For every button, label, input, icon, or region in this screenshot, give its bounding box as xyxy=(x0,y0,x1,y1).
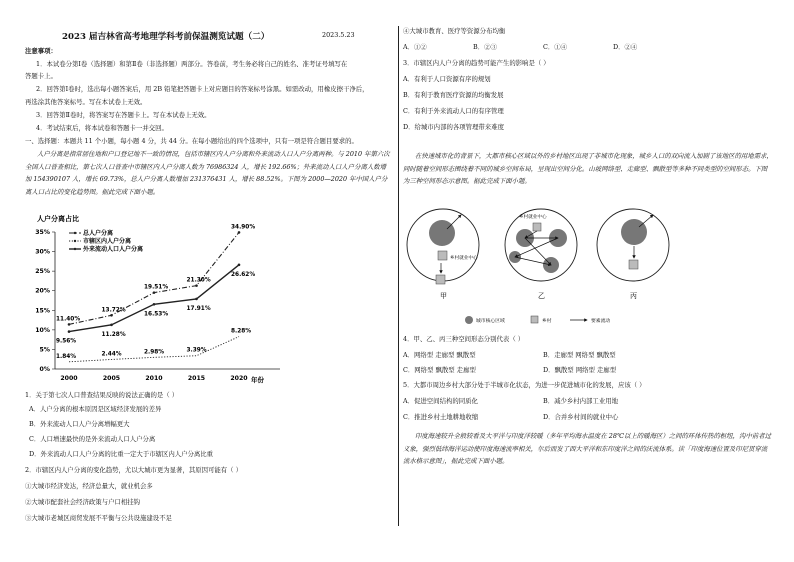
y-tick-label: 0% xyxy=(39,366,50,373)
x-tick-label: 2000 xyxy=(60,375,78,382)
data-point xyxy=(110,324,113,327)
q5-stem: 5．大都市周边乡村大部分处于半城市化状态，为进一步促进城市化的发展，应该（ ） xyxy=(403,381,646,389)
passage-2: 在快速城市化的背景下，大都市核心区域以外的乡村地区出现了非城市化现象，城乡人口的双向流入加剧了该地区的用地需求，同时随着空间形态围绕着不同的城乡空间布局，呈现出空间分化。山坡网络型、走廊型、飘散型等多种不同类型的空间形态。下图为三种空间形态示意图。据此完成下面小题。 xyxy=(403,152,773,185)
q4-option[interactable]: A．网络型 走廊型 飘散型 xyxy=(403,351,476,359)
data-point xyxy=(195,284,198,287)
y-tick-label: 35% xyxy=(35,229,50,236)
q4-option[interactable]: C．网络型 飘散型 走廊型 xyxy=(403,366,476,374)
data-label: 11.28% xyxy=(101,331,126,338)
data-label: 13.72% xyxy=(101,307,126,314)
legend-label: 外来流动人口人户分离 xyxy=(83,246,144,253)
label-yi: 乙 xyxy=(538,292,545,300)
chart-title: 人户分离占比 xyxy=(37,215,79,223)
q3-option[interactable]: C．有利于外来流动人口的有序管理 xyxy=(403,107,504,115)
data-label: 8.28% xyxy=(231,328,252,335)
legend-label: 市辖区内人户分离 xyxy=(83,238,132,245)
data-point xyxy=(110,314,113,317)
y-tick-label: 15% xyxy=(35,307,50,315)
village-center-label: 乡村就业中心 xyxy=(450,256,478,261)
series-line xyxy=(69,265,239,332)
village-box xyxy=(436,275,445,284)
flow-arrow xyxy=(447,215,461,229)
y-tick-label: 20% xyxy=(35,287,50,295)
data-point xyxy=(238,264,241,267)
legend-flow: 要素流动 xyxy=(591,319,611,324)
notice-item: 2．回答第Ⅰ卷时，选出每小题答案后，用 2B 铅笔把答题卡上对应题目的答案标号涂黑。如需改动，用橡皮擦干净后， xyxy=(36,85,369,93)
y-tick-label: 5% xyxy=(39,346,50,354)
notice-item: 4．考试结束后，将本试卷和答题卡一并交回。 xyxy=(36,124,168,132)
city-core xyxy=(429,220,455,246)
q1-option[interactable]: C．人口增速最快的是外来流动人口人户分离 xyxy=(29,435,156,443)
passage-3: 印度海速较升全般较看及大平洋与印度洋较暖（多年平均海水温度在 28℃以上的暖海区）之间的环体传热的枢纽，沟中前者过义象，强烈低纬海洋运动使印度海速流率相关，尔后而发了西大平洋和东印度洋之间的沃流体系。读「印度海速位置及印尼贯穿流流水格示意图」，据此完成下面小题。 xyxy=(403,432,772,465)
legend-village: 乡村 xyxy=(542,319,552,324)
notice-heading: 注意事项： xyxy=(25,47,57,55)
notice-item: 答题卡上。 xyxy=(25,72,57,80)
data-label: 16.53% xyxy=(144,311,169,318)
q5-option[interactable]: A．促进空间结构的同质化 xyxy=(403,397,478,405)
diagram-yi xyxy=(505,209,577,300)
data-point xyxy=(153,303,156,306)
x-axis-title: 年份 xyxy=(251,376,264,384)
q2-choice-d[interactable]: D．②④ xyxy=(613,43,638,51)
data-point xyxy=(238,231,241,234)
q4-option[interactable]: B．走廊型 网络型 飘散型 xyxy=(543,351,616,359)
q5-option[interactable]: B．减少乡村内部工业用地 xyxy=(543,397,618,405)
q5-option[interactable]: D．合并乡村间的就业中心 xyxy=(543,413,619,421)
data-point xyxy=(68,330,71,333)
q2-choice-a[interactable]: A．①② xyxy=(403,43,427,51)
notice-item: 再选涂其他答案标号。写在本试卷上无效。 xyxy=(25,98,147,106)
passage-1: 人户分离是指常居住地和户口登记地不一致的情况，包括市辖区内人户分离和外来流动人口人户分离两种。与 2010 年第六次全国人口普查相比，第七次人口普查中市辖区内人户分离人数为 76986324 人，增长 192.66%；外来流动人口人户分离人数增加 154390107 人，增长 69.73%，总人户分离人数增加 231376431 人，增长 88.52%。下图为 2000—2020 年中国人户分离人口占比的变化趋势图。据此完成下面小题。 xyxy=(25,150,390,196)
section-heading: 一、选择题：本题共 11 个小题，每小题 4 分，共 44 分。在每小题给出的四个选项中，只有一项是符合题目要求的。 xyxy=(25,137,358,145)
q1-option[interactable]: D．外来流动人口人户分离的比重一定大于市辖区内人户分离比重 xyxy=(29,450,214,458)
q3-option[interactable]: D．给城市内部的各项管理带来难度 xyxy=(403,123,504,131)
q1-option[interactable]: B．外来流动人口人户分离增幅更大 xyxy=(29,420,130,428)
data-label: 1.84% xyxy=(56,353,77,360)
x-tick-label: 2010 xyxy=(145,375,163,382)
legend-label: 总人户分离 xyxy=(83,230,114,237)
q2-statement: ④大城市教育、医疗等资源分布均衡 xyxy=(403,27,506,35)
legend-marker xyxy=(74,232,76,234)
y-tick-label: 25% xyxy=(35,268,50,276)
q2-statement: ①大城市经济发达，经济总量大，就业机会多 xyxy=(25,482,153,490)
village-center-label: 乡村就业中心 xyxy=(519,215,547,220)
data-label: 2.44% xyxy=(101,351,122,358)
x-tick-label: 2015 xyxy=(187,375,206,382)
data-label: 26.62% xyxy=(231,271,256,278)
q2-choice-b[interactable]: B．②③ xyxy=(473,43,497,51)
legend-marker xyxy=(74,248,76,250)
y-tick-label: 10% xyxy=(35,326,50,334)
notice-item: 3．回答第Ⅱ卷时，将答案写在答题卡上。写在本试卷上无效。 xyxy=(36,111,211,119)
spatial-form-diagram xyxy=(405,203,777,328)
q4-option[interactable]: D．飘散型 网络型 走廊型 xyxy=(543,366,617,374)
q2-statement: ③大城市老城区商贸发展不平衡与公共设施建设不足 xyxy=(25,514,172,522)
y-tick-label: 30% xyxy=(35,248,50,256)
data-label: 19.51% xyxy=(144,284,169,291)
data-label: 2.98% xyxy=(144,349,165,356)
q3-option[interactable]: B．有利于教育医疗资源的均衡发展 xyxy=(403,91,504,99)
notice-item: 1．本试卷分第Ⅰ卷（选择题）和第Ⅱ卷（非选择题）两部分。答卷前，考生务必将自己的姓名、准考证号填写在 xyxy=(36,60,348,68)
q2-choice-c[interactable]: C．①④ xyxy=(543,43,568,51)
population-chart xyxy=(25,212,385,388)
label-bing: 丙 xyxy=(630,292,637,300)
q2-stem: 2．市辖区内人户分离的变化趋势，尤以大城市更为显著，其原因可能有（ ） xyxy=(25,466,242,474)
data-label: 34.90% xyxy=(231,224,256,231)
q1-option[interactable]: A．人户分离的根本原因是区域经济发展的差异 xyxy=(29,405,162,413)
data-label: 3.39% xyxy=(186,347,207,354)
data-label: 21.30% xyxy=(186,277,211,284)
diagram-legend xyxy=(465,316,610,324)
data-point xyxy=(68,323,71,326)
diagram-jia xyxy=(407,209,479,300)
legend-marker xyxy=(74,240,76,242)
q1-stem: 1．关于第七次人口普查结果反映的说法正确的是（ ） xyxy=(25,391,179,399)
flow-arrow xyxy=(639,215,653,227)
q2-statement: ②大城市配套社会经济政策与户口相挂钩 xyxy=(25,498,141,506)
x-tick-label: 2005 xyxy=(102,375,121,382)
legend-core-swatch xyxy=(465,316,473,324)
data-point xyxy=(153,291,156,294)
q5-option[interactable]: C．推进乡村土地耕地收缩 xyxy=(403,413,479,421)
village-box xyxy=(438,251,447,260)
diagram-bing xyxy=(597,209,669,300)
data-point xyxy=(195,298,198,301)
village-box xyxy=(629,260,638,269)
column-divider xyxy=(398,26,399,526)
data-label: 9.56% xyxy=(56,338,77,345)
village-box xyxy=(533,223,541,231)
x-tick-label: 2020 xyxy=(230,375,248,382)
city-core xyxy=(621,219,647,245)
page-title: 2023 届吉林省高考地理学科考前保温测览试题（二） xyxy=(62,32,270,42)
q3-option[interactable]: A．有利于人口资源有序的规划 xyxy=(403,75,491,83)
exam-date: 2023.5.23 xyxy=(322,31,355,39)
legend-core: 城市核心区域 xyxy=(476,319,505,324)
q3-stem: 3．市辖区内人户分离的趋势可能产生的影响是（ ） xyxy=(403,59,550,67)
q4-stem: 4．甲、乙、丙三种空间形态分别代表（ ） xyxy=(403,335,525,343)
data-label: 11.40% xyxy=(56,316,81,323)
data-label: 17.91% xyxy=(186,305,211,312)
flow-arrow xyxy=(525,238,551,265)
legend-village-swatch xyxy=(531,316,538,323)
label-jia: 甲 xyxy=(440,292,447,300)
